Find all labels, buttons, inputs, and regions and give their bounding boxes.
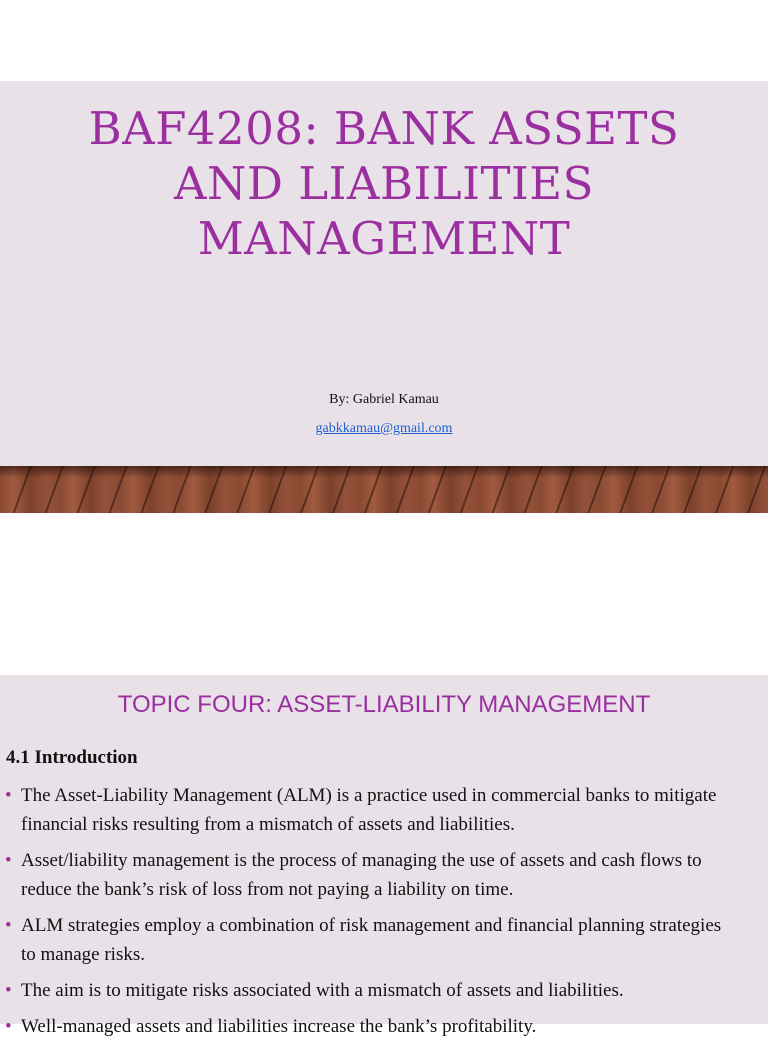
bullet-item (0, 911, 740, 969)
bullet-list (0, 781, 740, 1048)
bullet-item (0, 1012, 740, 1041)
bullet-item (0, 976, 740, 1005)
author-byline: By: Gabriel Kamau (329, 392, 439, 407)
bullet-dot-icon: • (5, 1016, 12, 1037)
bullet-item (0, 846, 740, 904)
wood-floor-decoration (0, 466, 768, 513)
course-title: BAF4208: BANK ASSETS AND LIABILITIES MANAGEMENT (88, 102, 680, 265)
content-slide (0, 675, 768, 1037)
bullet-text: The aim is to mitigate risks associated with a mismatch of assets and liabilities. (21, 980, 624, 1001)
bullet-text: Well-managed assets and liabilities increase the bank’s profitability. (21, 1016, 537, 1037)
bullet-text: ALM strategies employ a combination of risk management and financial planning strategies to manage risks. (21, 915, 722, 965)
author-email-link[interactable]: gabkkamau@gmail.com (315, 421, 453, 436)
bullet-dot-icon: • (5, 785, 12, 806)
bullet-item (0, 781, 740, 839)
bullet-text: Asset/liability management is the process of managing the use of assets and cash flows to reduce the bank’s risk of loss from not paying a liability on time. (21, 850, 702, 900)
bullet-text: The Asset-Liability Management (ALM) is a practice used in commercial banks to mitigate financial risks resulting from a mismatch of assets and liabilities. (21, 785, 717, 835)
bullet-dot-icon: • (5, 980, 12, 1001)
email-link-container (0, 421, 768, 437)
bullet-dot-icon: • (5, 850, 12, 871)
bullet-dot-icon: • (5, 915, 12, 936)
topic-title: TOPIC FOUR: ASSET-LIABILITY MANAGEMENT (117, 691, 651, 718)
section-heading: 4.1 Introduction (6, 747, 138, 768)
title-slide (0, 81, 768, 513)
